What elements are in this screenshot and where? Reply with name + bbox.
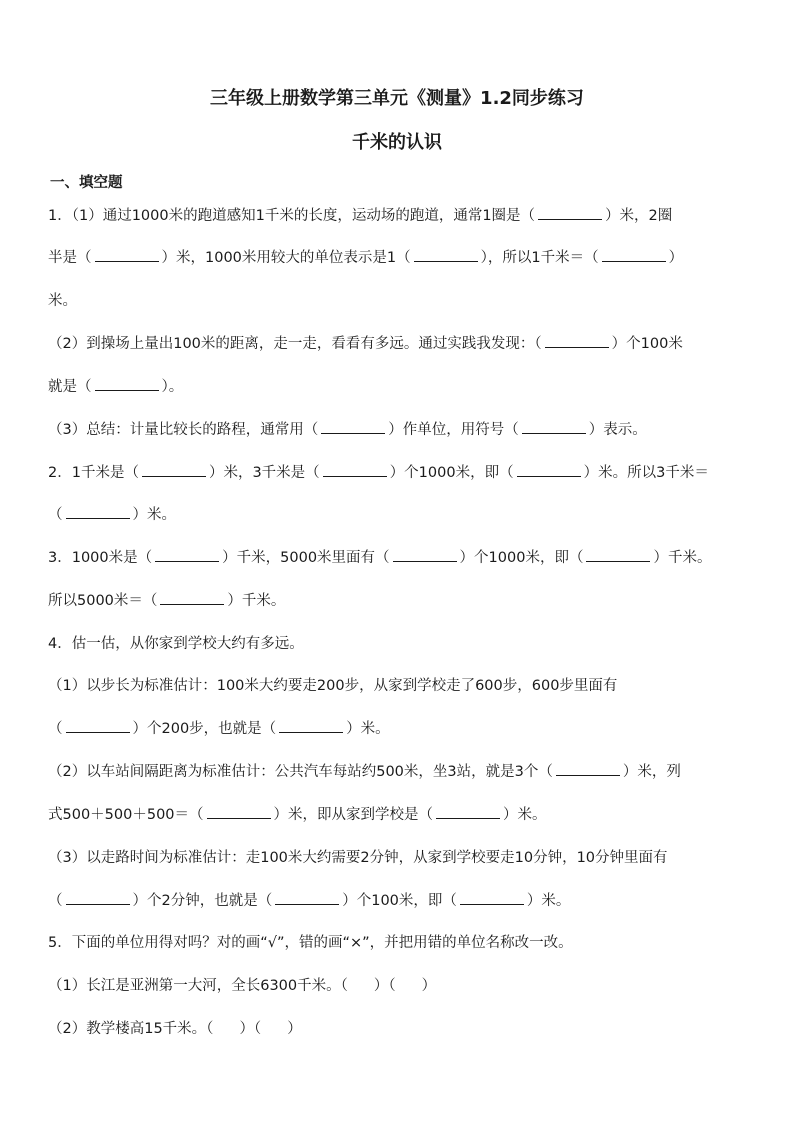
answer-blank[interactable] <box>95 377 159 391</box>
answer-blank[interactable] <box>602 248 666 262</box>
answer-blank[interactable] <box>545 334 609 348</box>
question-line: （ ）米。 <box>48 507 176 523</box>
answer-blank[interactable] <box>538 206 602 220</box>
question-line: 3．1000米是（ ）千米，5000米里面有（ ）个1000米，即（ ）千米。 <box>48 550 712 566</box>
answer-blank[interactable] <box>522 420 586 434</box>
answer-blank[interactable] <box>66 891 130 905</box>
question-line: 1．（1）通过1000米的跑道感知1千米的长度，运动场的跑道，通常1圈是（ ）米，2圈 <box>48 208 673 224</box>
answer-blank[interactable] <box>586 548 650 562</box>
question-line: 所以5000米＝（ ）千米。 <box>48 593 286 609</box>
answer-blank[interactable] <box>142 463 206 477</box>
question-line: 4．估一估，从你家到学校大约有多远。 <box>48 636 304 652</box>
question-line: 5．下面的单位用得对吗？对的画“√”，错的画“×”，并把用错的单位名称改一改。 <box>48 935 573 951</box>
question-line: （3）以走路时间为标准估计：走100米大约需要2分钟，从家到学校要走10分钟，10分钟里面有 <box>48 850 668 866</box>
worksheet-title: 三年级上册数学第三单元《测量》1.2同步练习 <box>210 88 584 109</box>
question-line: （ ）个200步，也就是（ ）米。 <box>48 721 390 737</box>
answer-blank[interactable] <box>160 591 224 605</box>
answer-blank[interactable] <box>321 420 385 434</box>
question-line: 米。 <box>48 293 77 309</box>
question-line: （2）教学楼高15千米。（ ）（ ） <box>48 1021 302 1037</box>
answer-blank[interactable] <box>95 248 159 262</box>
question-line: （3）总结：计量比较长的路程，通常用（ ）作单位，用符号（ ）表示。 <box>48 422 647 438</box>
answer-blank[interactable] <box>66 505 130 519</box>
answer-blank[interactable] <box>323 463 387 477</box>
worksheet-subtitle: 千米的认识 <box>352 132 442 153</box>
answer-blank[interactable] <box>436 805 500 819</box>
question-line: （1）长江是亚洲第一大河，全长6300千米。（ ）（ ） <box>48 978 437 994</box>
question-line: （2）以车站间隔距离为标准估计：公共汽车每站约500米，坐3站，就是3个（ ）米，列 <box>48 764 681 780</box>
question-line: （ ）个2分钟，也就是（ ）个100米，即（ ）米。 <box>48 893 571 909</box>
section-heading: 一、填空题 <box>50 175 123 191</box>
question-line: （2）到操场上量出100米的距离，走一走，看看有多远。通过实践我发现：（ ）个100米 <box>48 336 683 352</box>
answer-blank[interactable] <box>207 805 271 819</box>
answer-blank[interactable] <box>460 891 524 905</box>
question-line: 2．1千米是（ ）米，3千米是（ ）个1000米，即（ ）米。所以3千米＝ <box>48 465 709 481</box>
answer-blank[interactable] <box>275 891 339 905</box>
question-line: （1）以步长为标准估计：100米大约要走200步，从家到学校走了600步，600步里面有 <box>48 678 618 694</box>
question-line: 就是（ ）。 <box>48 379 184 395</box>
answer-blank[interactable] <box>414 248 478 262</box>
question-line: 式500＋500＋500＝（ ）米，即从家到学校是（ ）米。 <box>48 807 547 823</box>
answer-blank[interactable] <box>155 548 219 562</box>
question-line: 半是（ ）米，1000米用较大的单位表示是1（ ），所以1千米＝（ ） <box>48 250 684 266</box>
answer-blank[interactable] <box>393 548 457 562</box>
answer-blank[interactable] <box>556 762 620 776</box>
answer-blank[interactable] <box>66 719 130 733</box>
answer-blank[interactable] <box>279 719 343 733</box>
answer-blank[interactable] <box>517 463 581 477</box>
